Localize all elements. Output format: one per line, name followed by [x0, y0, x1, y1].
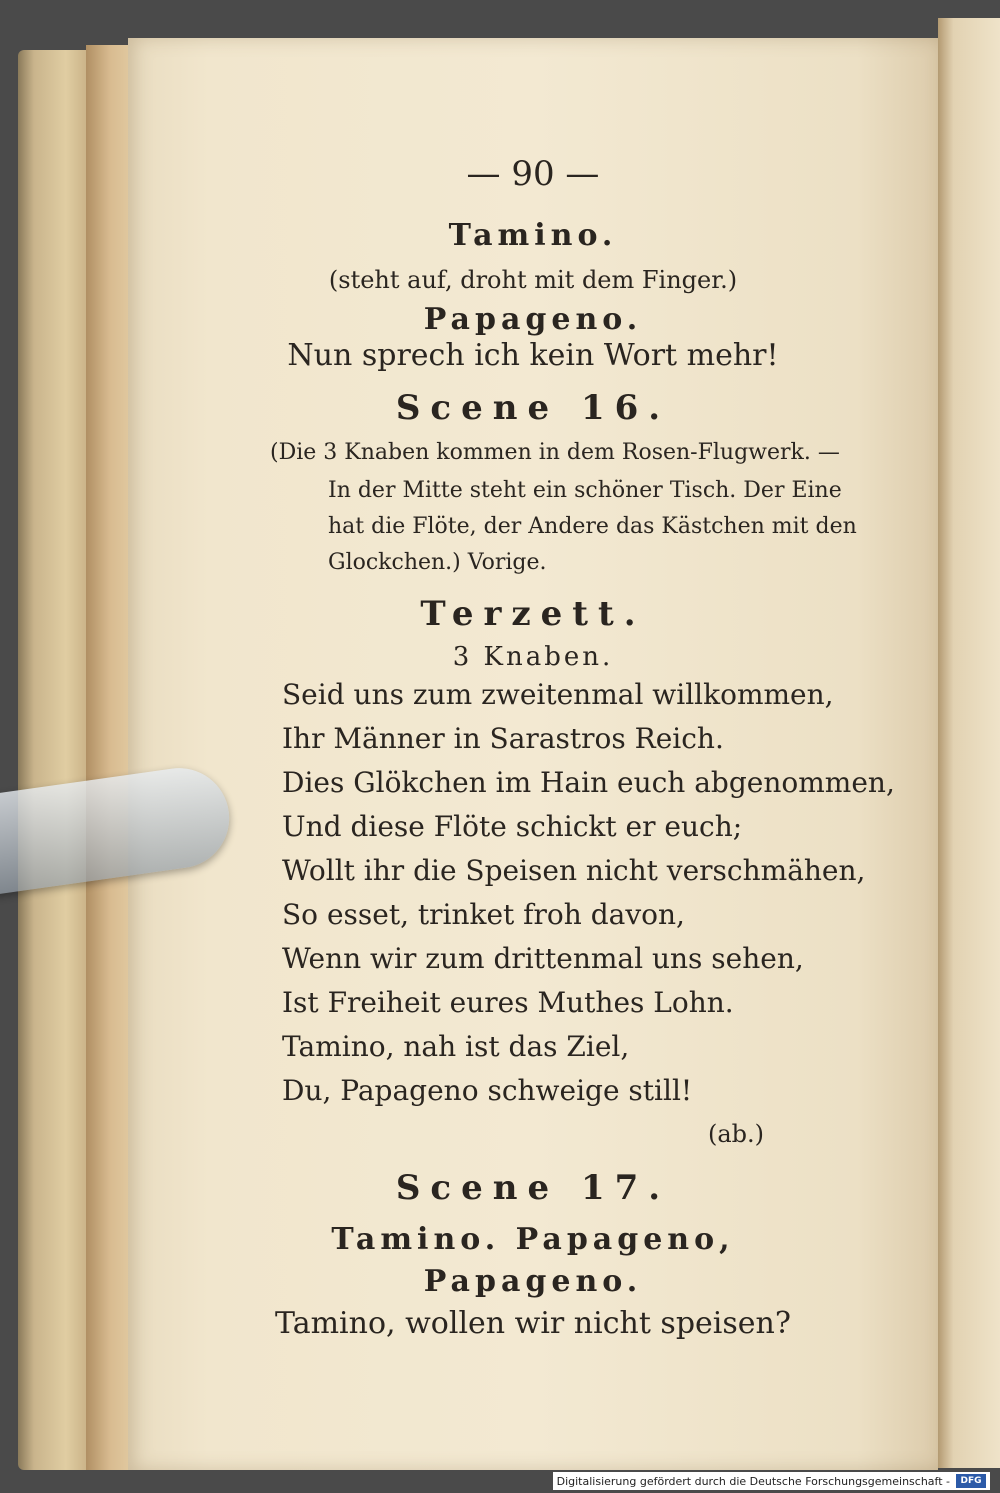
- stage-direction-line: hat die Flöte, der Andere das Kästchen mit den: [328, 514, 857, 539]
- verse-line: Dies Glökchen im Hain euch abgenommen,: [282, 766, 895, 799]
- verse-line: Wollt ihr die Speisen nicht verschmähen,: [282, 854, 866, 887]
- stage-direction-line: Glockchen.) Vorige.: [328, 550, 547, 575]
- verse-line: Seid uns zum zweitenmal willkommen,: [282, 678, 834, 711]
- speaker-papageno: Papageno.: [423, 302, 643, 337]
- stage-direction-line: In der Mitte steht ein schöner Tisch. Der Eine: [328, 478, 842, 503]
- footer-credit: [553, 1472, 990, 1490]
- verse-line: Du, Papageno schweige still!: [282, 1074, 693, 1107]
- verse-line: Ist Freiheit eures Muthes Lohn.: [282, 986, 734, 1019]
- dialogue-line: Nun sprech ich kein Wort mehr!: [287, 338, 779, 373]
- speaker-papageno: Papageno.: [423, 1264, 643, 1299]
- stage-exit: (ab.): [708, 1120, 765, 1148]
- verse-line: Tamino, nah ist das Ziel,: [282, 1030, 630, 1063]
- book-page: [128, 38, 938, 1470]
- dialogue-line: Tamino, wollen wir nicht speisen?: [275, 1306, 791, 1341]
- speaker-tamino: Tamino.: [448, 218, 618, 253]
- terzett-heading: Terzett.: [420, 594, 646, 634]
- verse-line: Wenn wir zum drittenmal uns sehen,: [282, 942, 804, 975]
- scene-heading: Scene 16.: [395, 388, 671, 428]
- page-number: — 90 —: [466, 154, 600, 194]
- verse-line: Und diese Flöte schickt er euch;: [282, 810, 743, 843]
- footer-text: Digitalisierung gefördert durch die Deutsche Forschungsgemeinschaft -: [556, 1474, 950, 1488]
- persons-line: Tamino. Papageno,: [331, 1222, 735, 1257]
- speaker-knaben: 3 Knaben.: [452, 642, 614, 672]
- stage-direction-line: (Die 3 Knaben kommen in dem Rosen-Flugwerk. —: [270, 440, 840, 465]
- verse-line: Ihr Männer in Sarastros Reich.: [282, 722, 724, 755]
- verse-line: So esset, trinket froh davon,: [282, 898, 685, 931]
- stage-direction: (steht auf, droht mit dem Finger.): [328, 266, 738, 294]
- dfg-logo-icon: DFG: [956, 1474, 986, 1488]
- scene-heading: Scene 17.: [395, 1168, 671, 1208]
